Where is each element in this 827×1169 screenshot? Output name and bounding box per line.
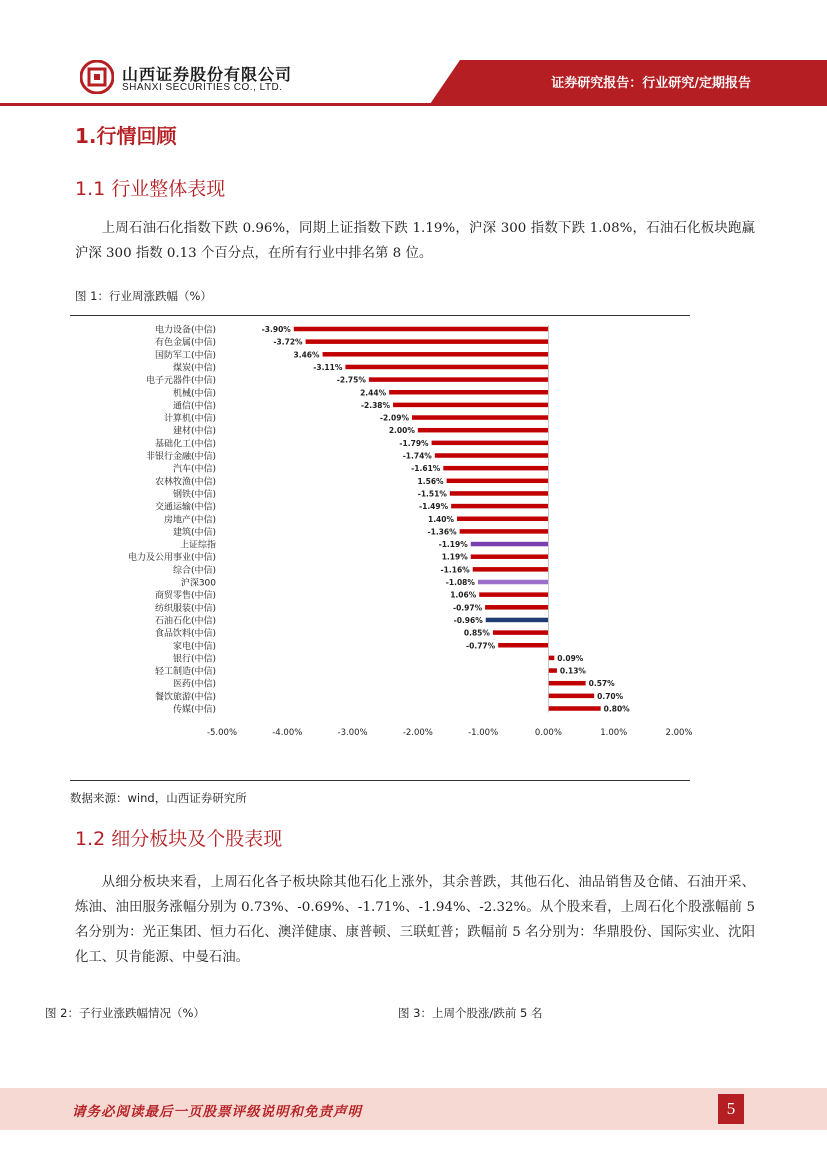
category-label: 食品饮料(中信) (154, 629, 216, 640)
category-label: 综合(中信) (172, 565, 216, 576)
value-label: -0.77% (466, 641, 496, 651)
category-label: 沪深300 (180, 578, 216, 589)
bar (485, 605, 548, 610)
value-label: 1.06% (450, 590, 477, 600)
report-type-tag: 证券研究报告：行业研究/定期报告 (551, 76, 751, 91)
value-label: -0.97% (452, 603, 483, 613)
value-label: 0.70% (597, 691, 624, 701)
category-label: 上证综指 (179, 540, 216, 551)
category-label: 机械(中信) (172, 388, 216, 399)
value-label: 2.00% (388, 426, 415, 436)
value-label: 3.46% (293, 350, 320, 360)
value-label: -0.96% (453, 615, 483, 625)
value-label: -3.90% (261, 325, 291, 334)
company-name-en: SHANXI SECURITIES CO., LTD. (122, 82, 283, 93)
value-label: 0.85% (463, 628, 490, 638)
figure-top-rule (70, 315, 690, 316)
x-tick-label: -3.00% (337, 728, 368, 738)
value-label: -1.61% (411, 464, 441, 474)
bar (418, 428, 549, 433)
bar (432, 441, 549, 446)
value-label: 0.57% (588, 679, 615, 689)
header-divider (0, 103, 827, 106)
value-label: -3.72% (273, 337, 303, 347)
bar (369, 377, 549, 382)
bar (294, 327, 549, 332)
category-label: 医药(中信) (172, 679, 216, 690)
bar (460, 529, 549, 534)
bar (471, 542, 549, 547)
bar (548, 694, 594, 699)
body-paragraph: 从细分板块来看，上周石化各子板块除其他石化上涨外，其余普跌，其他石化、油品销售及仓储、石油开采、炼油、油田服务涨幅分别为 0.73%、-0.69%、-1.71%、-1.94%、-2.32%。从个股来看，上周石化个股涨幅前 5 名分别为：光正集团、恒力石化、澳洋健康、康普顿、三联虹普；跌幅前 5 名分别为：华鼎股份、国际实业、沈阳化工、贝肯能源、中曼石油。 (75, 875, 755, 965)
company-logo (80, 60, 114, 94)
bar (457, 517, 548, 522)
value-label: 1.19% (441, 552, 468, 562)
section-title: 1.行情回顾 (75, 124, 177, 148)
page-number: 5 (718, 1094, 744, 1124)
value-label: -3.11% (313, 362, 343, 372)
category-label: 房地产(中信) (163, 515, 216, 526)
category-label: 非银行金融(中信) (145, 452, 216, 462)
figure-bottom-rule (70, 780, 690, 781)
bar (479, 592, 548, 597)
category-label: 银行(中信) (172, 654, 216, 665)
category-label: 建材(中信) (172, 426, 216, 437)
category-label: 钢铁(中信) (172, 489, 216, 500)
bar (548, 668, 556, 673)
bar (548, 681, 585, 686)
bar (493, 630, 548, 635)
bar (393, 403, 548, 408)
category-label: 轻工制造(中信) (154, 667, 216, 678)
bar (435, 453, 549, 458)
category-label: 家电(中信) (172, 641, 216, 652)
category-label: 煤炭(中信) (172, 363, 216, 374)
bar (478, 580, 549, 585)
category-label: 商贸零售(中信) (154, 591, 216, 602)
value-label: -2.09% (379, 413, 409, 423)
category-label: 传媒(中信) (172, 705, 216, 715)
value-label: 1.56% (417, 476, 444, 486)
value-label: -1.19% (438, 540, 468, 550)
body-paragraph: 上周石油石化指数下跌 0.96%，同期上证指数下跌 1.19%，沪深 300 指数下跌 1.08%，石油石化板块跑赢沪深 300 指数 0.13 个百分点，在所有行业中排名第 8 位。 (75, 221, 755, 261)
subsection-title: 1.1 行业整体表现 (75, 178, 226, 200)
category-label: 餐饮旅游(中信) (154, 692, 216, 703)
industry-weekly-change-chart (70, 318, 700, 743)
bar (498, 643, 548, 648)
bar (486, 618, 549, 623)
value-label: 2.44% (360, 388, 387, 398)
category-label: 有色金属(中信) (154, 338, 216, 349)
bar (548, 656, 554, 661)
category-label: 电力设备(中信) (154, 325, 216, 336)
value-label: -1.36% (427, 527, 457, 537)
value-label: -2.38% (360, 400, 391, 410)
bar (345, 365, 548, 370)
category-label: 通信(中信) (172, 401, 216, 412)
category-label: 电子元器件(中信) (145, 376, 216, 387)
value-label: 1.40% (427, 514, 455, 524)
figure-caption: 图 3：上周个股涨/跌前 5 名 (398, 1006, 543, 1020)
category-label: 纺织服装(中信) (154, 603, 216, 614)
category-label: 汽车(中信) (172, 464, 216, 475)
x-tick-label: -5.00% (206, 728, 238, 738)
company-name-cn: 山西证券股份有限公司 (122, 65, 293, 84)
category-label: 建筑(中信) (172, 527, 216, 538)
bar (306, 339, 549, 344)
x-tick-label: 2.00% (665, 728, 693, 738)
category-label: 农林牧渔(中信) (154, 477, 216, 488)
value-label: 0.09% (557, 653, 584, 663)
bar (451, 504, 548, 509)
figure-caption: 图 2：子行业涨跌幅情况（%） (45, 1006, 205, 1020)
category-label: 石油石化(中信) (154, 616, 216, 627)
category-label: 电力及公用事业(中信) (127, 553, 216, 564)
bar (473, 567, 549, 572)
value-label: 0.13% (559, 666, 586, 676)
category-label: 计算机(中信) (163, 414, 216, 425)
figure-source: 数据来源：wind，山西证券研究所 (70, 791, 247, 805)
bar (412, 415, 548, 420)
value-label: -1.08% (445, 578, 475, 587)
x-tick-label: -1.00% (468, 728, 499, 738)
bar (471, 554, 549, 559)
bar (447, 479, 549, 484)
value-label: -1.49% (419, 502, 449, 512)
bar (323, 352, 549, 357)
disclaimer-note: 请务必阅读最后一页股票评级说明和免责声明 (72, 1104, 362, 1120)
bar (450, 491, 549, 496)
value-label: 0.80% (603, 704, 630, 714)
x-tick-label: -4.00% (272, 728, 303, 738)
x-tick-label: 0.00% (534, 728, 562, 738)
bar (389, 390, 548, 395)
figure-caption: 图 1：行业周涨跌幅（%） (75, 289, 212, 303)
x-tick-label: 1.00% (600, 728, 628, 738)
value-label: -2.75% (336, 375, 366, 385)
category-label: 交通运输(中信) (154, 502, 216, 513)
value-label: -1.51% (417, 489, 447, 499)
category-label: 国防军工(中信) (154, 350, 216, 361)
value-label: -1.79% (399, 438, 429, 448)
subsection-title: 1.2 细分板块及个股表现 (75, 828, 283, 850)
bar (548, 706, 600, 711)
x-tick-label: -2.00% (402, 728, 433, 738)
value-label: -1.16% (440, 565, 470, 575)
category-label: 基础化工(中信) (154, 439, 216, 450)
value-label: -1.74% (402, 451, 432, 461)
bar (443, 466, 548, 471)
